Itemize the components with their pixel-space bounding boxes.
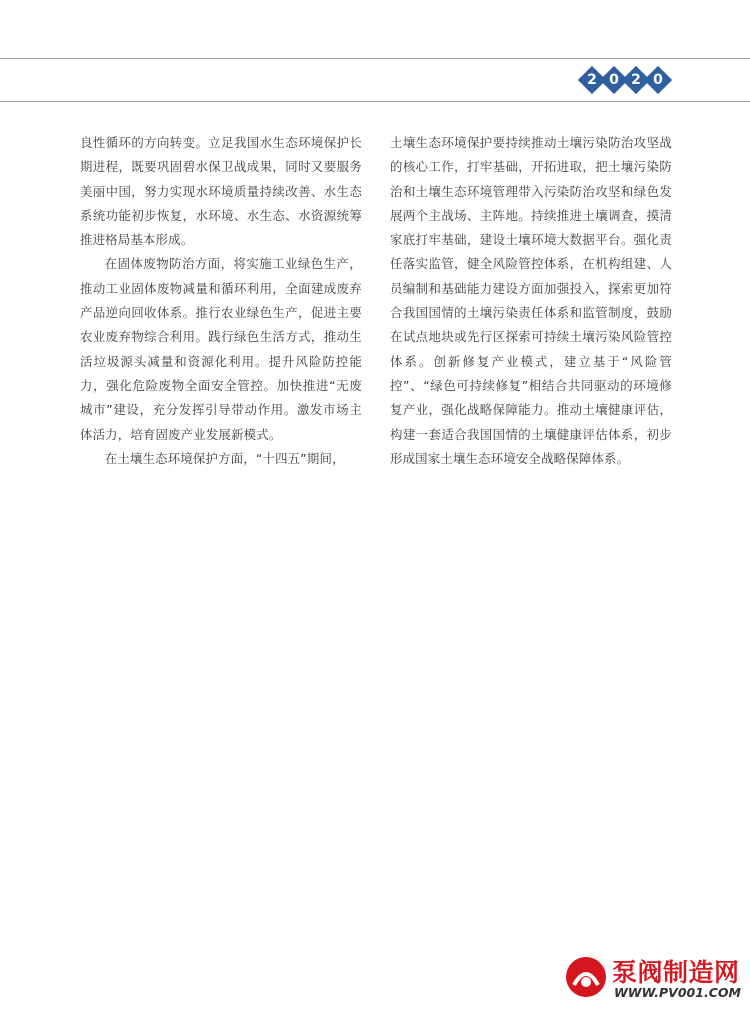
header-bottom-rule — [0, 101, 750, 102]
right-column — [390, 131, 672, 471]
year-digit: 2 — [631, 72, 641, 88]
paragraph: 在土壤生态环境保护方面，“十四五”期间， — [104, 450, 345, 466]
paragraph: 良性循环的方向转变。立足我国水生态环境保护长期进程，既要巩固碧水保卫战成果，同时又要服务美丽中国，努力实现水环境质量持续改善、水生态系统功能初步恢复，水环境、水生态、水资源统筹推进格局基本形成。 — [80, 135, 362, 248]
year-digit: 2 — [587, 72, 597, 88]
left-column — [80, 131, 362, 471]
watermark-logo-icon — [564, 955, 608, 999]
year-digit: 0 — [653, 72, 663, 88]
year-badge — [578, 66, 670, 94]
header-top-rule — [0, 58, 750, 59]
paragraph: 土壤生态环境保护要持续推动土壤污染防治攻坚战的核心工作，打牢基础，开拓进取，把土壤污染防治和土壤生态环境管理带入污染防治攻坚和绿色发展两个主战场、主阵地。持续推进土壤调查，摸清家底打牢基础，建设土壤环境大数据平台。强化责任落实监管，健全风险管控体系，在机构组建、人员编制和基础能力建设方面加强投入，探索更加符合我国国情的土壤污染责任体系和监管制度，鼓励在试点地块或先行区探索可持续土壤污染风险管控体系。创新修复产业模式，建立基于“风险管控”、“绿色可持续修复”相结合共同驱动的环境修复产业，强化战略保障能力。推动土壤健康评估，构建一套适合我国国情的土壤健康评估体系，初步形成国家土壤生态环境安全战略保障体系。 — [390, 135, 672, 466]
paragraph: 在固体废物防治方面，将实施工业绿色生产，推动工业固体废物减量和循环利用，全面建成废弃产品逆向回收体系。推行农业绿色生产，促进主要农业废弃物综合利用。践行绿色生活方式，推动生活垃圾源头减量和资源化利用。提升风险防控能力，强化危险废物全面安全管控。加快推进“无废城市”建设，充分发挥引导带动作用。激发市场主体活力，培育固废产业发展新模式。 — [80, 256, 362, 442]
year-digit: 0 — [609, 72, 619, 88]
watermark-url: WWW.PV001.COM — [614, 985, 741, 1000]
watermark-name: 泵阀制造网 — [612, 958, 740, 987]
watermark — [564, 953, 744, 1005]
